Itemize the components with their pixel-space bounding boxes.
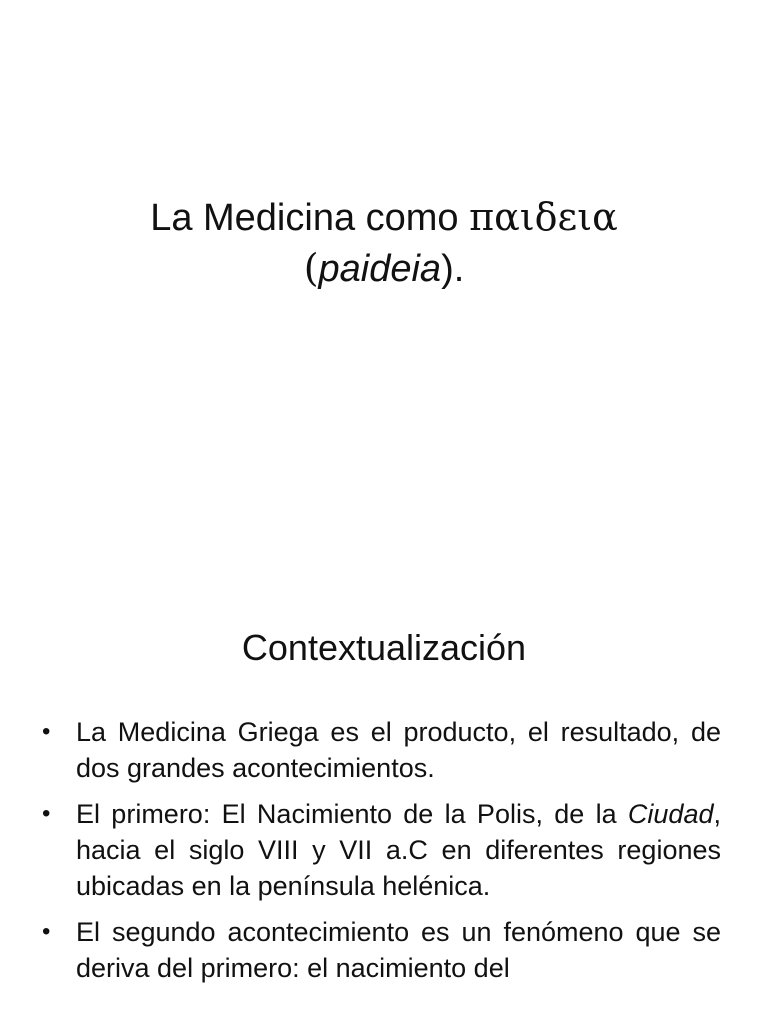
bullet-text: La Medicina Griega es el producto, el resultado, de dos grandes acontecimientos. [76,717,721,783]
bullet-icon: • [42,918,51,945]
bullet-italic-word: Ciudad [627,799,714,829]
bullet-text: El segundo acontecimiento es un fenómeno que se deriva del primero: el nacimiento del [76,917,721,983]
bullet-text-before: El primero: El Nacimiento de la Polis, de la [76,799,628,829]
bullet-item-2 [38,796,721,904]
title-greek-word: παιδεια [469,195,618,239]
title-italic-word: paideia [318,248,442,290]
title-paren-open: ( [303,246,319,290]
bullet-list [38,714,721,996]
slide-2 [0,576,768,1024]
bullet-item-3 [38,914,721,986]
title-prefix: La Medicina como [150,197,470,239]
bullet-item-1 [38,714,721,786]
bullet-icon: • [42,718,51,745]
title-paren-close: ). [441,248,465,290]
bullet-text-after: , hacia el siglo VIII y VII a.C en diferentes regiones ubicadas en la península helénica. [76,799,721,901]
slide-1-title [40,192,728,294]
slide-2-title: Contextualización [241,627,527,668]
bullet-icon: • [42,800,51,827]
